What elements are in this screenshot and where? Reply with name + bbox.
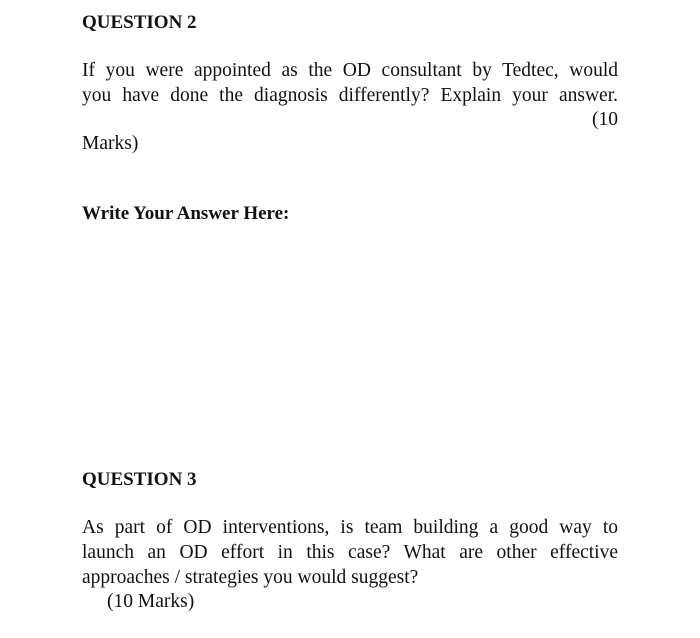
question-2-line-2: you have done the diagnosis differently? Explain your answer. (82, 85, 618, 106)
question-2-text (82, 58, 618, 108)
question-2-heading: QUESTION 2 (82, 12, 197, 33)
question-3-text (82, 515, 618, 565)
answer-prompt: Write Your Answer Here: (82, 203, 290, 224)
question-3-line-1: As part of OD interventions, is team building a good way to (82, 517, 618, 538)
question-2-marks-open: (10 (592, 109, 618, 130)
question-3-line-3: approaches / strategies you would suggest? (82, 567, 419, 588)
question-3-heading: QUESTION 3 (82, 469, 197, 490)
question-2-line-1: If you were appointed as the OD consultant by Tedtec, would (82, 60, 618, 81)
question-2-marks-close: Marks) (82, 133, 139, 154)
question-3-marks: (10 Marks) (107, 591, 195, 612)
question-3-line-2: launch an OD effort in this case? What are other effective (82, 542, 618, 563)
answer-area (82, 235, 618, 455)
